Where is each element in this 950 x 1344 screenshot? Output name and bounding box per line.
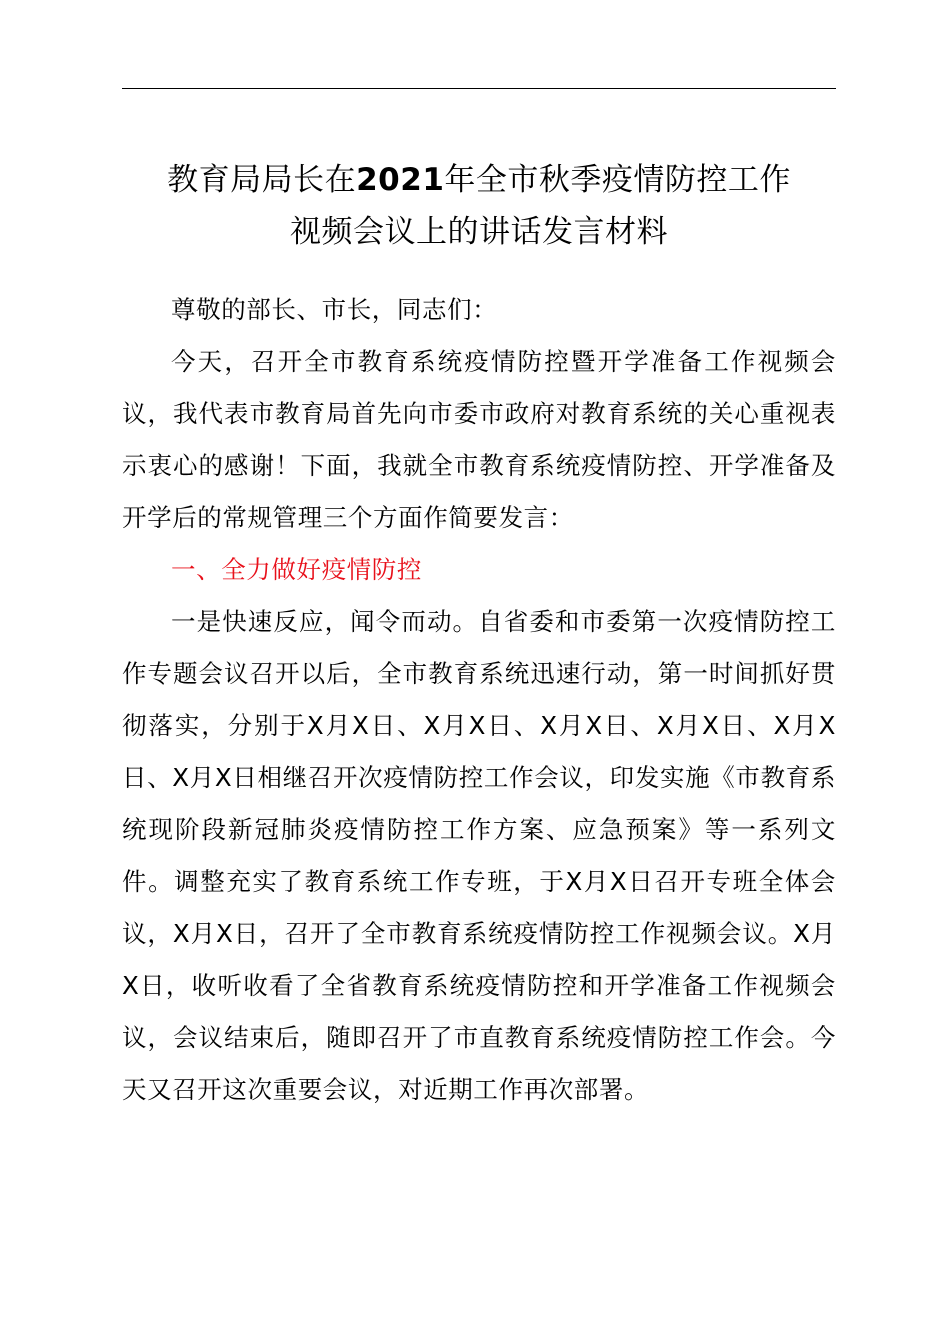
title-year: 2021 <box>356 162 445 198</box>
intro-paragraph: 今天，召开全市教育系统疫情防控暨开学准备工作视频会议，我代表市教育局首先向市委市政府对教育系统的关心重视表示衷心的感谢！下面，我就全市教育系统疫情防控、开学准备及开学后的常规管理三个方面作简要发言： <box>122 347 836 532</box>
header-rule <box>122 88 836 89</box>
section-1-paragraph-1: 一是快速反应，闻令而动。自省委和市委第一次疫情防控工作专题会议召开以后，全市教育系统迅速行动，第一时间抓好贯彻落实，分别于X月X日、X月X日、X月X日、X月X日、X月X日、X月X日相继召开次疫情防控工作会议，印发实施《市教育系统现阶段新冠肺炎疫情防控工作方案、应急预案》等一系列文件。调整充实了教育系统工作专班，于X月X日召开专班全体会议，X月X日，召开了全市教育系统疫情防控工作视频会议。X月X日，收听收看了全省教育系统疫情防控和开学准备工作视频会议，会议结束后，随即召开了市直教育系统疫情防控工作会。今天又召开这次重要会议，对近期工作再次部署。 <box>122 607 836 1104</box>
salutation: 尊敬的部长、市长，同志们： <box>171 295 498 324</box>
title-suffix: 年全市秋季疫情防控工作 <box>444 162 791 198</box>
document-body <box>122 284 836 1116</box>
title-line-1 <box>122 154 836 206</box>
title-line-2: 视频会议上的讲话发言材料 <box>290 214 668 250</box>
title-prefix: 教育局局长在 <box>167 162 357 198</box>
section-1-heading: 一、全力做好疫情防控 <box>171 555 422 584</box>
document-title <box>122 154 836 258</box>
